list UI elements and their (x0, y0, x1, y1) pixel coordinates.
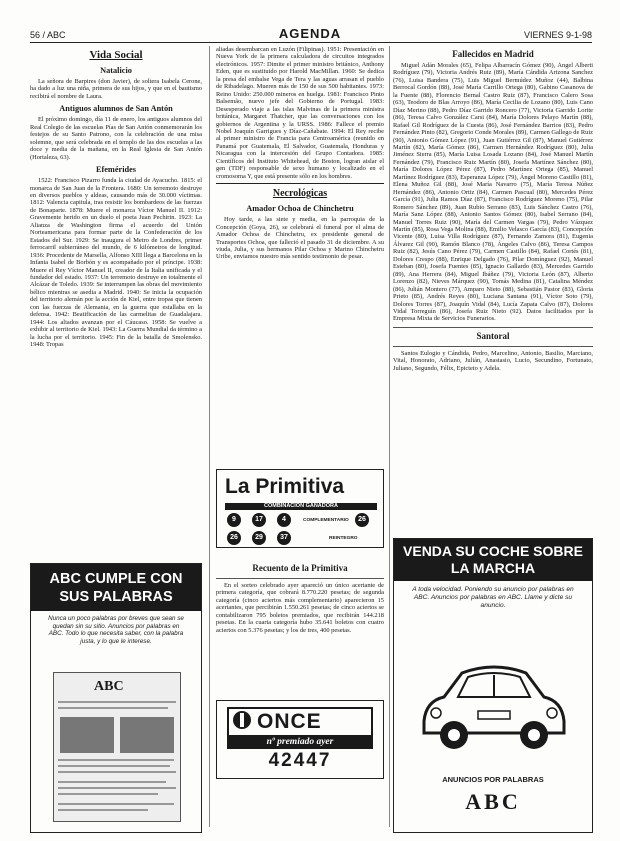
text-line (58, 701, 176, 703)
natalicio-text: La señora de Barpires (don Javier), de soltera Isabela Cerone, ha dado a luz una niña, primera de sus hijos, y que en el bautismo recibirá el nombre de Laura. (30, 78, 202, 100)
primitiva-ad (216, 469, 384, 548)
winning-number-ball: 17 (252, 513, 266, 527)
combinacion-ganadora-label: COMBINACION GANADORA (225, 503, 377, 510)
santoral-title: Santoral (476, 330, 510, 341)
divider (393, 327, 593, 328)
recuento-text: En el sorteo celebrado ayer apareció un único acertante de primera categoría, que cobrará 8.770.220 pesetas; de segunda categoría (cinco aciertos más complementario) aparecieron 15 acertantes, que percibirán 1.550.261 pesetas; de cinco aciertos se contabilizaron 795 boletos premiados, que recibirán 144.218 pesetas. En la cuarta categoría hubo 35.641 boletos con cuatro aciertos con 5.376 pesetas; y los de tres, 400 pesetas. (216, 582, 384, 634)
divider (216, 578, 384, 579)
vida-social-title: Vida Social (89, 49, 143, 61)
text-line (58, 787, 176, 789)
amador-ochoa-title: Amador Ochoa de Chinchetru (246, 204, 354, 214)
once-symbol-icon (231, 709, 253, 731)
once-tagline: nº premiado ayer (227, 736, 373, 749)
complementario-label: COMPLEMENTARIO (303, 518, 349, 523)
once-ad (216, 700, 384, 779)
divider (393, 346, 593, 347)
fallecidos-text: Miguel Adán Morales (65), Felipa Albarracín Gómez (90), Ángel Alberti Rodríguez (79), Victoria Andrés Ruiz (89), María Cándida Arizona Sanchez (76), Luisa Bandera (75), Luis Miguel Bermúdez Muñoz (44), Balbina Berrocal Gordón (88), José María Carrillo Ortega (80), Gabino Casanova de la Fuente (88), Florencio Bernal Castro Ruiz (87), Francisco Calero Sosa (63), Teodoro de Blas Arroyo (86), María Cecilia de Lozano (80), Luis Cano Díaz Merino (88), Pedro Díaz Garrido Roncero (77), Victoria Garrido Lorite (86), Teresa Calvo González Carsi (84), María Dolores Pelayo Martín (88), Rafael Gil Rodríguez de la Cuesta (86), José Fernández Barrios (83), Pedro Fernández Pinto (82), Gregorio Conde Morales (89), Carmen Gallego de Ruiz (90), Antonio Gómez López (91), Juan Gutiérrez Gil (87), Manuel Gutiérrez Martín (82), María Gómez (86), Carmen Hernández Rodríguez (80), Julia Jiménez Sierra (85), María Luisa Losada Lozano (84), José Manuel Martín Fernández (79), Francisco Ruiz Martín (80), Josefa Martínez Sánchez (80), María Dolores López Pérez (87), Pedro Martínez Ortega (85), Manuel Martínez Rodríguez (83), Esperanza López (79), Ángel Moreno Castillo (81), Elena Muñoz Gil (88), José María Navarro (75), María Teresa Núñez Hernández (86), Antonio Ortiz (84), Carmen Pascual (80), Mercedes Pérez García (91), Julia Ramos Díaz (87), Francisco Rodríguez Moreno (75), Pilar Romero Sánchez (89), Juan Rubio Serrano (83), Luis Sánchez Castro (76), María Sanz López (88), Antonio Santos Gómez (80), Isabel Serrano (84), Manuel Torres Ruiz (90), María del Carmen Vargas (79), Pedro Vázquez Martín (85), Rosa Vega Molina (88), Emilio Velasco García (83), Concepción Vicente (80), Luisa Villa Rodríguez (87), Fernando Zamora (81), Eugenia Álvarez Gil (90), Ramón Blanco (78), Ángeles Calvo (86), Teresa Campos Ruiz (82), Jesús Cano Pérez (79), Carmen Castillo (84), Rafael Cortés (81), Dolores Crespo (88), Enrique Delgado (76), Pilar Domínguez (92), Manuel Esteban (80), Josefa Fuentes (85), Ignacio Gallardo (83), Mercedes Garrido (89), Ana Herrera (84), Miguel Ibáñez (79), Victoria León (87), Alberto Lorenzo (82), Nieves Márquez (90), Tomás Medina (81), Catalina Méndez (86), Julián Montero (77), Amparo Nieto (88), Sebastián Pastor (83), Gloria Prieto (85), Andrés Reyes (80), Luciana Santana (91), Víctor Soto (79), Dolores Torres (87), Joaquín Vidal (84), Lucía Zapata Calvo (87), Dolores Vidal Torreguín (86), Josefa Ruiz Nieto (92). Datos facilitados por la Empresa Mixta de Servicios Funerarios. (393, 62, 593, 323)
efemerides-continued: aliadas desembarcan en Luzón (Filipinas). 1951: Presentación en Nueva York de la primera calculadora de circuitos integrados electrónicos. 1957: Dimite el primer ministro británico, Anthony Eden, que es sustituido por Harold MacMillan. 1960: Se dedica la presa del embalse Vega de Tera y las aguas arrasan el pueblo de Ribadelago. Mueren más de 150 de sus 500 habitantes. 1973: Reino Unido: 250.000 mineros en huelga. 1981: Francisco Pinto Balsemão, nuevo jefe del Gobierno de Portugal. 1983: Desesperado viaje a las islas Malvinas de la primera ministra británica, Margaret Thatcher, que las conversaciones con los gobiernos de Argentina y la URSS. 1986: Fallece el premio Nobel Joaquín Garrigues y Díaz-Cañabate. 1994: El Rey recibe al primer ministro de Francia para Centroamérica (reunido en Panamá por Guatemala, El Salvador, Guatemala, Honduras y Nicaragua con la intercesión del Grupo Contadora. 1985: Científicos del Instituto Whitehead, de Boston, logran aislar el gen (TDF) responsable de sexo humano y localizado en el cromosoma Y, que está presente sólo en los hombres. (216, 46, 384, 180)
page-header-left: 56 / ABC (30, 30, 66, 40)
anuncios-por-palabras-label: ANUNCIOS POR PALABRAS (442, 775, 544, 784)
efemerides-title: Efemérides (95, 165, 137, 175)
text-line (58, 759, 174, 761)
text-line (58, 793, 158, 795)
photo-block (120, 717, 174, 753)
text-line (58, 781, 166, 783)
once-logo: ONCE (227, 707, 373, 737)
car-ad-body: A toda velocidad. Poniendo su anuncio por palabras en ABC. Anuncios por palabras en ABC. Llame y dicte su anuncio. (412, 586, 574, 610)
text-line (58, 707, 168, 709)
car-ad-headline: VENDA SU COCHE SOBRE LA MARCHA (394, 539, 592, 581)
abc-cumple-ad (30, 563, 202, 833)
car-illustration-icon (414, 651, 574, 761)
winning-number-ball: 9 (227, 513, 241, 527)
column-three (393, 46, 593, 372)
complementario-ball: 26 (355, 513, 369, 527)
antiguos-alumnos-text: El próximo domingo, día 11 de enero, los antiguos alumnos del Real Colegio de las escuelas Pías de San Antón conmemorarán los festejos de su Santo Patrono, con la celebración de una misa solemne, que será celebrada en el templo de las dos escuelas a las doce y media de la mañana, en la Real Iglesia de San Antón (Hortaleza, 63). (30, 116, 202, 161)
winning-number-ball: 29 (252, 531, 266, 545)
necrologicas-title: Necrológicas (272, 188, 328, 200)
winning-number-ball: 26 (227, 531, 241, 545)
column-one (30, 46, 202, 349)
newspaper-masthead: ABC (94, 679, 124, 694)
amador-ochoa-text: Hoy tarde, a las siete y media, en la parroquia de la Concepción (Goya, 26), se celebrará el funeral por el alma de Amador Ochoa de Chinchetru, ex presidente general de Transportes Ochoa, que falleció el pasado 31 de diciembre. A su viuda, Julia, y sus hermanos Pilar Ochoa y Marino Chinchetru Uribe, enviamos nuestro más sentido testimonio de pesar. (216, 216, 384, 261)
text-line (58, 765, 170, 767)
fallecidos-title: Fallecidos en Madrid (452, 49, 534, 59)
page-header-date: VIERNES 9-1-98 (523, 30, 592, 40)
column-two (216, 46, 384, 261)
text-line (58, 803, 174, 805)
natalicio-title: Natalicio (100, 66, 132, 75)
column-rule (209, 46, 210, 827)
divider (216, 183, 384, 184)
reintegro-label: REINTEGRO (329, 536, 358, 541)
header-rule (30, 42, 592, 43)
section-title: AGENDA (278, 26, 342, 41)
recuento-section (216, 560, 384, 634)
once-winning-number: 42447 (268, 750, 332, 771)
abc-logo: ABC (465, 789, 521, 814)
recuento-title: Recuento de la Primitiva (252, 563, 348, 573)
text-line (58, 771, 176, 773)
santoral-text: Santos Eulogio y Cándida, Pedro, Marcelino, Antonio, Basilio, Marciano, Vital, Honorato, Adriano, Julián, Anastasio, Lucio, Secundino, Fortunato, Juliano, Segundo, Félix, Epicteto y Adela. (393, 349, 593, 372)
newspaper-illustration (53, 672, 181, 822)
primitiva-logo: La Primitiva (225, 475, 345, 498)
abc-ad-body: Nunca un poco palabras por breves que sean se quedan sin su sitio. Anuncios por palabras en ABC. Todo lo que necesita saber, con la palabra justa, y lo que le interese. (48, 615, 184, 645)
venda-su-coche-ad (393, 538, 593, 833)
abc-ad-headline: ABC CUMPLE CON SUS PALABRAS (31, 564, 201, 611)
column-rule (389, 46, 390, 827)
once-logo-box (227, 707, 373, 733)
efemerides-text: 1522: Francisco Pizarro funda la ciudad de Ayacucho. 1815: el monarca de San Juan de la Frontera. 1680: Un terremoto destruye en diversos pueblos y aldeas, causando más de 30.000 víctimas. 1812: Valencia capitula, tras resistir los bombardeos de las fuerzas de Bonaparte. 1878: Muere el monarca Víctor Manuel II. 1912: Gravemente herido en un duelo el poeta Juan Pechirin. 1923: La Alianza de Washington firma el acuerdo del Unión Norteamericana para formar parte de la Confederación de los Estados del Sur. 1929: Se inaugura el Metro de Londres, primer ferrocarril subterráneo del mundo, de 6 kilómetros de longitud. 1936: Procedente de Marsella, Alfonso XIII llega a Barcelona en la Infanta Isabel de Borbón y es acompañado por el príncipe. 1938: Muere el Rey Víctor Manuel II, creador de la Italia unificada y el fundador del estado. 1937: Un terremoto destruye en totalmente el Alcázar de Toledo. 1939: Se interrumpen las obras del movimiento bélico mientras se asedia a Madrid. 1940: Se inicia la ocupación del territorio alemán por la acción de Kiel, entre tropas que tienen con las fuerzas de Alemania, en la guerra que estallaba en la defensa. 1942: Beatificación de las carmelitas de Guadalajara. 1944: Los aliados avanzan por el Cáucaso. 1958: Se vuelve a exhibir al territorio de Kiel. 1943: La Guerra Mundial da término a la lucha por el territorio. 1945: Fin de la batalla de Smolensko. 1948: Tropas (30, 177, 202, 349)
winning-number-ball: 4 (277, 513, 291, 527)
photo-block (60, 717, 114, 753)
antiguos-alumnos-title: Antiguos alumnos de San Antón (59, 104, 173, 114)
winning-number-ball: 37 (277, 531, 291, 545)
text-line (58, 809, 148, 811)
